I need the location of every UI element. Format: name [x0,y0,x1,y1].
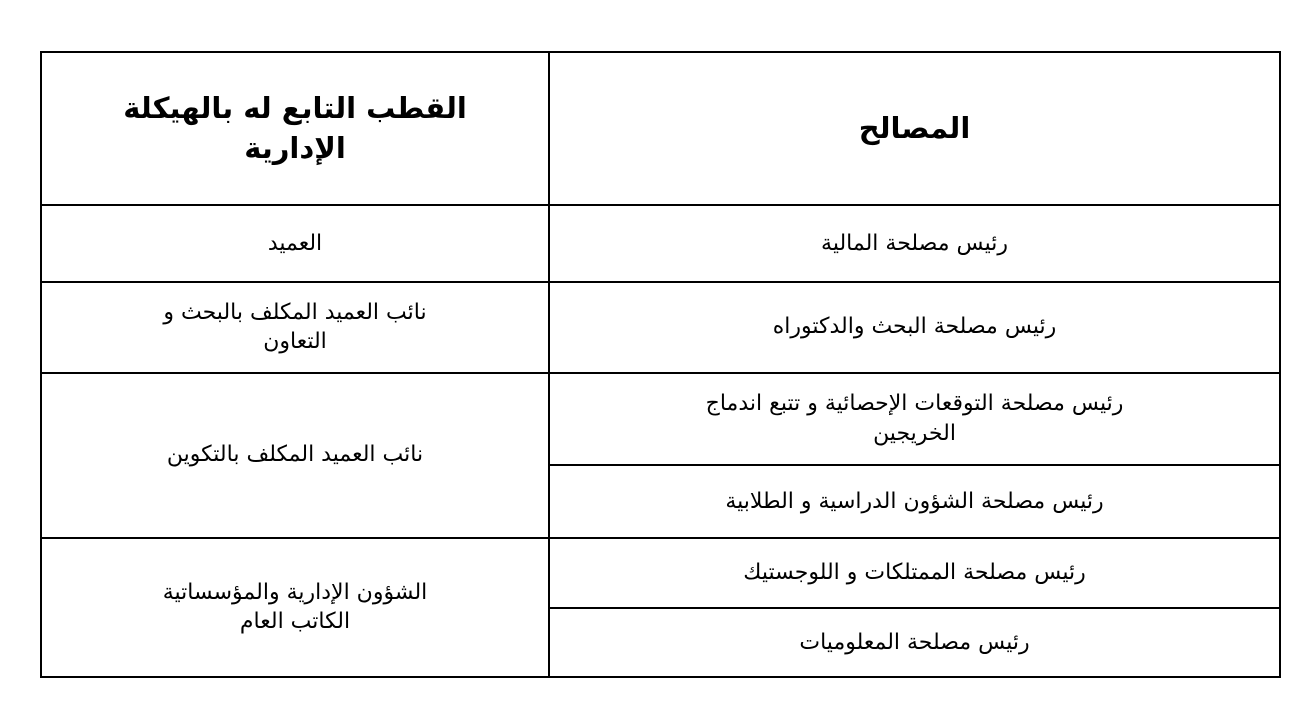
pole-cell [41,538,549,677]
service-cell [549,465,1280,538]
service-cell [549,373,1280,466]
service-label: رئيس مصلحة المعلوميات [799,629,1030,655]
service-label: رئيس مصلحة الممتلكات و اللوجستيك [743,560,1086,586]
service-label: رئيس مصلحة الشؤون الدراسية و الطلابية [725,488,1104,514]
services-table [40,51,1281,678]
table-row [41,373,1280,466]
service-cell [549,608,1280,677]
pole-label-line2: التعاون [263,329,327,355]
header-administrative-pole [41,52,549,205]
service-cell [549,205,1280,282]
header-services-label: المصالح [858,111,971,146]
pole-cell [41,205,549,282]
header-pole-line2: الإدارية [244,130,346,165]
pole-label-line1: نائب العميد المكلف بالبحث و [163,299,427,325]
pole-label-line2: الكاتب العام [239,609,351,635]
pole-cell [41,373,549,538]
header-pole-line1: القطب التابع له بالهيكلة [123,91,467,126]
service-cell [549,538,1280,609]
pole-cell [41,282,549,373]
service-label-line1: رئيس مصلحة التوقعات الإحصائية و تتبع اندماج [705,391,1124,417]
service-label: رئيس مصلحة البحث والدكتوراه [772,314,1057,340]
table-row [41,205,1280,282]
pole-label-line1: الشؤون الإدارية والمؤسساتية [162,579,428,605]
table-row [41,282,1280,373]
service-label: رئيس مصلحة المالية [821,230,1008,256]
pole-label: نائب العميد المكلف بالتكوين [166,442,424,468]
pole-label: العميد [267,230,323,256]
service-label-line2: الخريجين [873,420,956,446]
table-row [41,538,1280,609]
table-header-row [41,52,1280,205]
service-cell [549,282,1280,373]
header-services [549,52,1280,205]
